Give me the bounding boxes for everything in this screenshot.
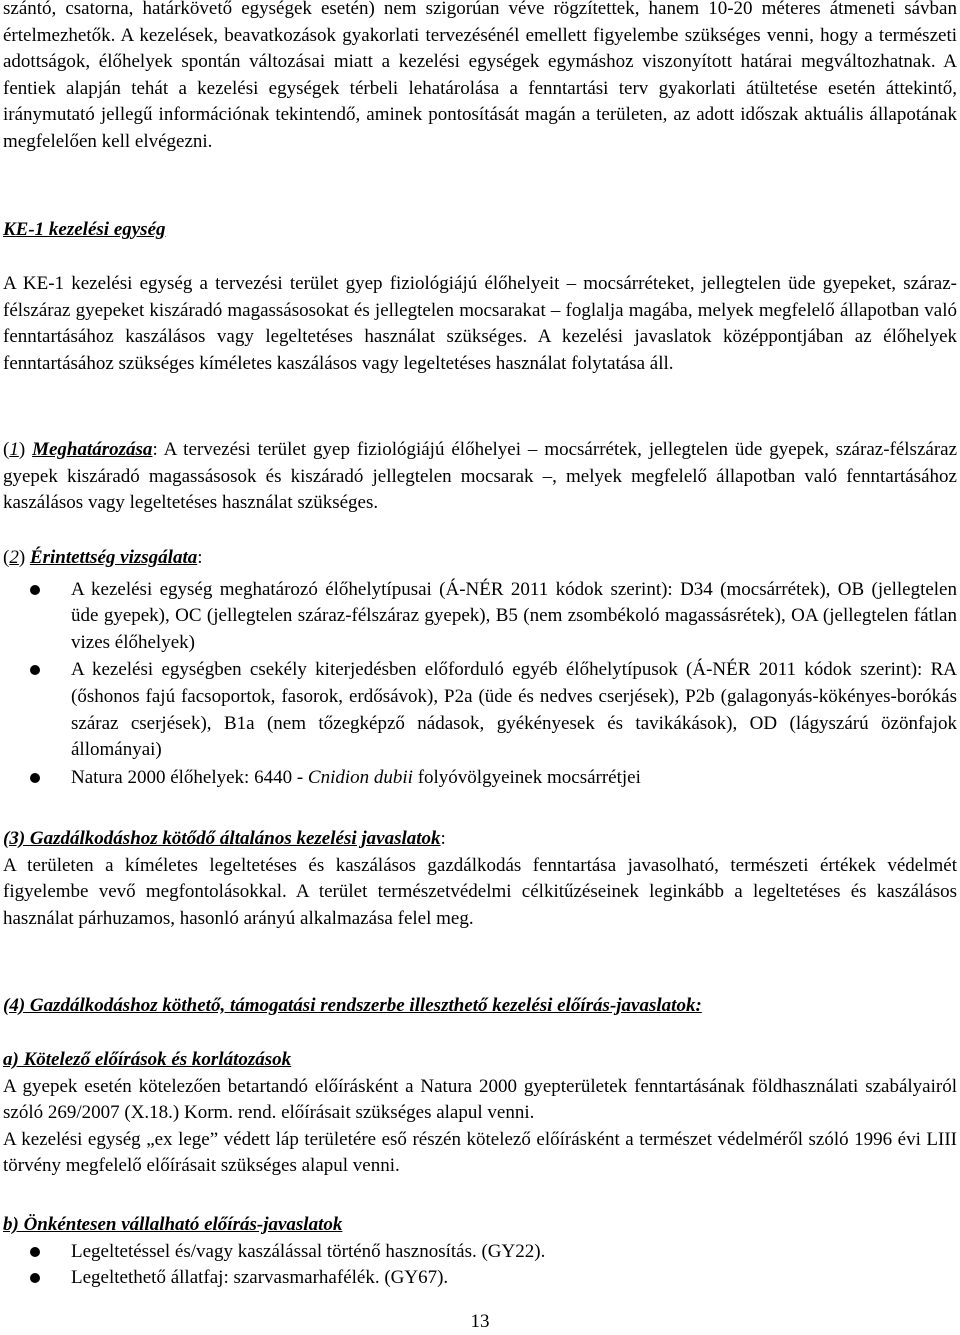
section-4a-text-2: A kezelési egység „ex lege” védett láp területére eső részén kötelező előírásként a természet védelméről szóló 1996 évi LIII törvény megfelelő előírásait szükséges alapul venni.	[3, 1128, 957, 1177]
section-2-label: Érintettség vizsgálata	[29, 547, 198, 568]
section-2-bullet-1: A kezelési egység meghatározó élőhelytípusai (Á-NÉR 2011 kódok szerint): D34 (mocsárrétek), OB (jellegtelen üde gyepek), OC (jellegtelen száraz-félszáraz gyepek), B5 (nem zsombékoló magassásrétek), OA (jellegtelen fátlan vizes élőhelyek)	[3, 577, 957, 657]
section-3-heading-line: (3) Gazdálkodáshoz kötődő általános kezelési javaslatok:	[3, 828, 446, 849]
section-4a-heading: a) Kötelező előírások és korlátozások	[3, 1049, 292, 1070]
intro-section	[3, 0, 957, 156]
section-2-heading: (2) Érintettség vizsgálata:	[3, 547, 203, 568]
section-4a	[3, 1047, 957, 1180]
section-1	[3, 437, 957, 517]
section-1-label: Meghatározása	[32, 439, 153, 460]
section-1-paragraph: (1) Meghatározása: A tervezési terület gyep fiziológiájú élőhelyei – mocsárrétek, jellegtelen üde gyepek, száraz-félszáraz gyepek kiszáradó magassásosok és kiszáradó jellegtelen mocsarak –, melyek megfelelő állapotban való fenntartásához kaszálásos vagy legeltetéses használat szükséges.	[3, 439, 958, 514]
section-4a-text-1: A gyepek esetén kötelezően betartandó előírásként a Natura 2000 gyepterületek fenntartásának földhasználati szabályairól szóló 269/2007 (X.18.) Korm. rend. előírásait szükséges alapul venni.	[3, 1075, 957, 1124]
section-4b-bullet-1: Legeltetéssel és/vagy kaszálással történő hasznosítás. (GY22).	[3, 1239, 957, 1266]
section-4-heading: (4) Gazdálkodáshoz köthető, támogatási rendszerbe illeszthető kezelési előírás-javaslatok:	[3, 995, 702, 1016]
section-3	[3, 826, 957, 932]
ke1-section	[3, 217, 957, 244]
section-4b-heading: b) Önkéntesen vállalható előírás-javaslatok	[3, 1214, 343, 1235]
section-2-bullet-2: A kezelési egységben csekély kiterjedésben előforduló egyéb élőhelytípusok (Á-NÉR 2011 kódok szerint): RA (őshonos fajú facsoportok, fasorok, erdősávok), P2a (üde és nedves cserjések), P2b (galagonyás-kökényes-borókás száraz cserjések), B1a (nem tőzegképző nádasok, gyékényesek és tavikákások), OD (lágyszárú özönfajok állományai)	[3, 657, 957, 763]
section-2-number: 2	[9, 547, 19, 568]
page-number: 13	[470, 1311, 490, 1332]
section-4b-bullet-list	[3, 1239, 957, 1292]
section-1-number: 1	[9, 439, 19, 460]
ke1-title: KE-1 kezelési egység	[3, 219, 166, 240]
section-4	[3, 993, 957, 1020]
ke1-description-block	[3, 271, 957, 377]
section-3-heading: (3) Gazdálkodáshoz kötődő általános kezelési javaslatok	[3, 828, 441, 849]
section-1-text: : A tervezési terület gyep fiziológiájú élőhelyei – mocsárrétek, jellegtelen üde gyepek, száraz-félszáraz gyepek kiszáradó magassásosok és kiszáradó jellegtelen mocsarak –, melyek megfelelő állapotban való fenntartásához kaszálásos vagy legeltetéses használat szükséges.	[3, 439, 958, 514]
section-2	[3, 545, 957, 791]
section-4b-bullet-2: Legeltethető állatfaj: szarvasmarhafélék. (GY67).	[3, 1265, 957, 1292]
section-2-bullet-3: Natura 2000 élőhelyek: 6440 - Cnidion dubii folyóvölgyeinek mocsárrétjei	[3, 765, 957, 792]
intro-paragraph: szántó, csatorna, határkövető egységek esetén) nem szigorúan véve rögzítettek, hanem 10-20 méteres átmeneti sávban értelmezhetők. A kezelések, beavatkozások gyakorlati tervezésénél emellett figyelembe szükséges venni, hogy a természeti adottságok, élőhelyek spontán változásai miatt a kezelési egységek egymáshoz viszonyított határai megváltozhatnak. A fentiek alapján tehát a kezelési egységek térbeli lehatárolása a fenntartási terv gyakorlati átültetése esetén áttekintő, iránymutató jellegű információnak tekintendő, aminek pontosítását magán a területen, az adott időszak aktuális állapotának megfelelően kell elvégezni.	[3, 0, 957, 152]
section-2-bullet-list	[3, 577, 957, 792]
section-3-text: A területen a kíméletes legeltetéses és kaszálásos gazdálkodás fenntartása javasolható, természeti értékek védelmét figyelembe vevő megfontolásokkal. A terület természetvédelmi célkitűzéseinek leginkább a legeltetéses és kaszálásos használat párhuzamos, hasonló arányú alkalmazása felel meg.	[3, 854, 957, 929]
section-4b	[3, 1212, 957, 1292]
ke1-description: A KE-1 kezelési egység a tervezési terület gyep fiziológiájú élőhelyeit – mocsárréteket, jellegtelen üde gyepeket, száraz-félszáraz gyepeket kiszáradó magassásosokat és jellegtelen mocsarakat – foglalja magába, melyek megfelelő állapotban való fenntartásához kaszálásos vagy legeltetéses használat szükséges. A kezelési javaslatok középpontjában az élőhelyek fenntartásához szükséges kíméletes kaszálásos vagy legeltetéses használat folytatása áll.	[3, 273, 957, 374]
